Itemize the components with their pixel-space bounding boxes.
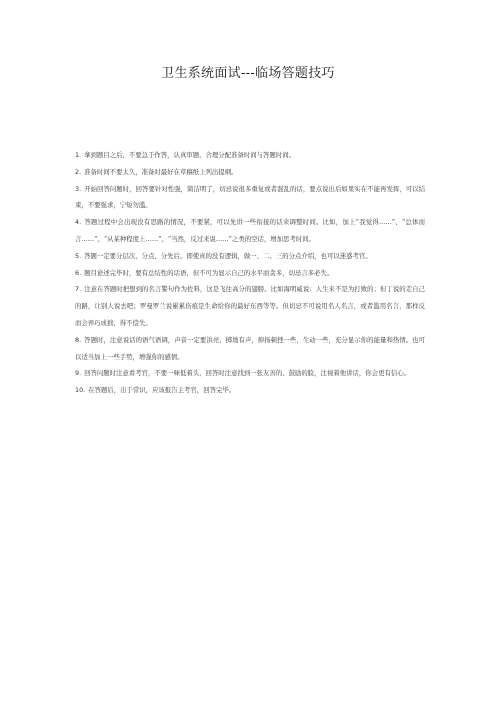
tip-number: 6.	[75, 268, 82, 277]
tip-item	[75, 181, 425, 215]
tip-number: 3.	[75, 184, 82, 193]
tip-item	[75, 365, 425, 382]
tip-text: 题目论述完毕时，要有总结性的话语，但不可为显示自己的水平而贪多，切忌言多必失。	[84, 268, 334, 277]
tip-item	[75, 248, 425, 265]
tip-item	[75, 214, 425, 248]
tip-text: 答题时，注意说话的语气语调，声音一定要洪亮，掷地有声，抑扬顿挫一些，生动一些，充分显示你的能量和热情。也可以适当加上一些手势，增强你的感情。	[75, 335, 425, 361]
tip-text: 拿到题目之后，不要急于作答，认真审题，合理分配准备时间与答题时间。	[84, 151, 295, 159]
tip-item	[75, 332, 425, 366]
tip-text: 注意在答题时把想到的名言警句作为佐料，这是飞往高分的翅膀。比如海明威说：人生来不是为打败的；但丁说的走自己的路，让别人说去吧；罗曼罗兰说累累伤痕是生命给你的最好东西等等。但切忌不可说用名人名言，或者滥用名言，那样反而会弄巧成拙，得不偿失。	[75, 285, 425, 327]
tip-number: 4.	[75, 218, 82, 227]
tip-number: 2.	[75, 167, 82, 176]
tip-text: 答题过程中会出现没有思路的情况，不要紧，可以先讲一些衔接的话来调整时间。比如，加上“我觉得……”、“总体而言……”、“从某种程度上……”、“当然，反过来说……”之类的空话，增加思考时间。	[75, 218, 425, 243]
tip-item	[75, 164, 425, 181]
tip-text: 答题一定要分层次、分点、分先后。即使真的没有逻辑，做一、二、三的分点介绍，也可以迷惑考官。	[84, 251, 372, 260]
tip-text: 回答问题时注意看考官，不要一味低着头，回答时注意找到一张友善的、鼓励的脸，注视着他讲话，你会更有信心。	[84, 369, 411, 378]
tip-number: 8.	[75, 335, 82, 344]
tip-text: 准备时间不要太久，准备时最好在草稿纸上列出提纲。	[84, 167, 238, 176]
tips-list	[75, 147, 425, 399]
tip-number: 5.	[75, 251, 82, 260]
tip-text: 开始回答问题时，回答要针对性强，简洁明了，切忌说很多重复或者混乱的话，要点说出后如果实在不能再发挥，可以结束，不要强求，宁短勿滥。	[75, 184, 425, 210]
tip-number: 1.	[75, 151, 82, 159]
document-title: 卫生系统面试---临场答题技巧	[161, 66, 335, 81]
tip-item	[75, 382, 425, 399]
tip-number: 9.	[75, 369, 82, 378]
tip-number: 7.	[75, 285, 82, 294]
tip-text: 在答题后，出于常识，应该报告主考官，回答完毕。	[88, 386, 236, 395]
tip-item	[75, 281, 425, 331]
tip-number: 10.	[75, 386, 86, 395]
tip-item	[75, 147, 425, 164]
tip-item	[75, 265, 425, 282]
